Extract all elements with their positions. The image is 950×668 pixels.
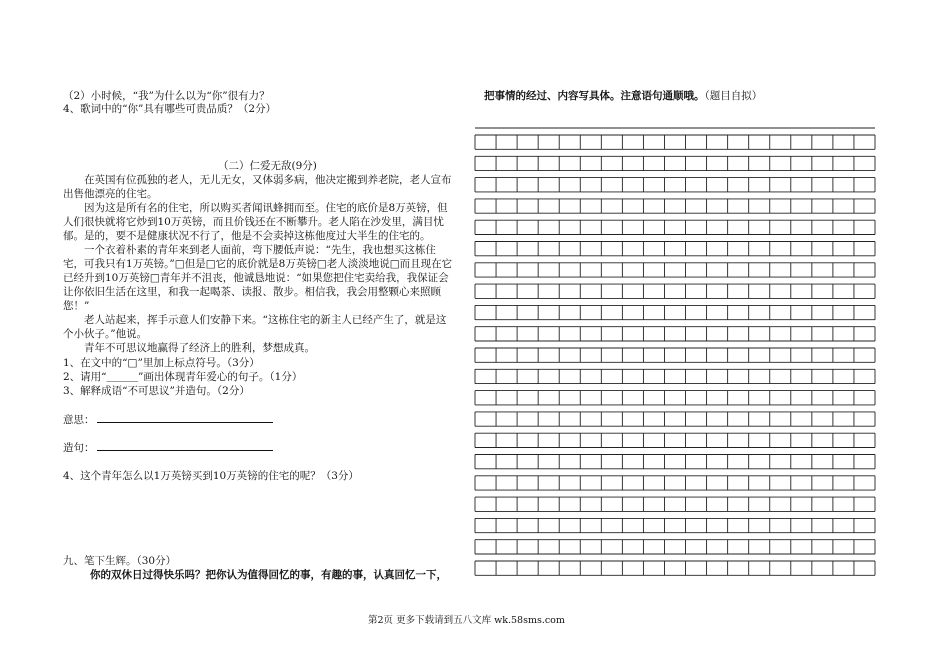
page-footer: 第2页 更多下载请到五八文库 wk.58sms.com — [368, 615, 565, 626]
passage-paragraph-5: 青年不可思议地赢得了经济上的胜利，梦想成真。 — [84, 342, 315, 354]
question-prev-4: 4、歌词中的“你”具有哪些可贵品质？（2分） — [63, 103, 277, 115]
composition-grid[interactable] — [474, 127, 876, 579]
sentence-row — [63, 440, 273, 455]
passage-paragraph-3: 一个衣着朴素的青年来到老人面前，弯下腰低声说：“先生，我也想买这栋住宅，可我只有1万英镑。”□但是□它的底价就是8万英镑□老人淡淡地说□而且现在它已经升到10万英镑□青年并不沮丧，他诚恳地说：“如果您把住宅卖给我，我保证会让你依旧生活在这里，和我一起喝茶、读报、散步。相信我，我会用整颗心来照顾您！” — [63, 244, 453, 312]
sentence-answer-line[interactable] — [97, 440, 273, 451]
writing-prompt-text: 把事情的经过、内容写具体。注意语句通顺哦。 — [484, 90, 705, 102]
passage-paragraph-1: 在英国有位孤独的老人，无儿无女，又体弱多病，他决定搬到养老院，老人宣布出售他漂亮的住宅。 — [63, 174, 452, 200]
writing-prompt-note: （题目自拟） — [704, 90, 763, 102]
meaning-label: 意思： — [63, 414, 95, 426]
meaning-answer-line[interactable] — [97, 412, 273, 423]
meaning-row — [63, 412, 273, 427]
section-title-9: 九、笔下生辉。（30分） — [63, 555, 177, 567]
writing-prompt-line-2 — [484, 89, 762, 103]
question-prev-2: （2）小时候，“我”为什么以为“你”很有力？ — [63, 90, 270, 102]
writing-prompt-line-1: 你的双休日过得快乐吗？把你认为值得回忆的事，有趣的事，认真回忆一下， — [90, 569, 447, 581]
question-2: 2、请用“＿＿＿”画出体现青年爱心的句子。（1分） — [63, 371, 303, 383]
question-3: 3、解释成语“不可思议”并造句。（2分） — [63, 385, 250, 397]
question-4: 4、这个青年怎么以1万英镑买到10万英镑的住宅的呢？（3分） — [63, 470, 359, 482]
passage-paragraph-2: 因为这是所有名的住宅，所以购买者闻讯蜂拥而至。住宅的底价是8万英镑，但人们很快就将它炒到10万英镑，而且价钱还在不断攀升。老人陷在沙发里，满目忧郁。是的，要不是健康状况不行了，他是不会卖掉这栋他度过大半生的住宅的。 — [63, 202, 448, 242]
section-title-2: （二）仁爱无敌(9分) — [218, 160, 317, 172]
sentence-label: 造句： — [63, 442, 95, 454]
passage-paragraph-4: 老人站起来，挥手示意人们安静下来。“这栋住宅的新主人已经产生了，就是这个小伙子。”他说。 — [63, 314, 447, 340]
question-1: 1、在文中的“□”里加上标点符号。（3分） — [63, 357, 260, 369]
